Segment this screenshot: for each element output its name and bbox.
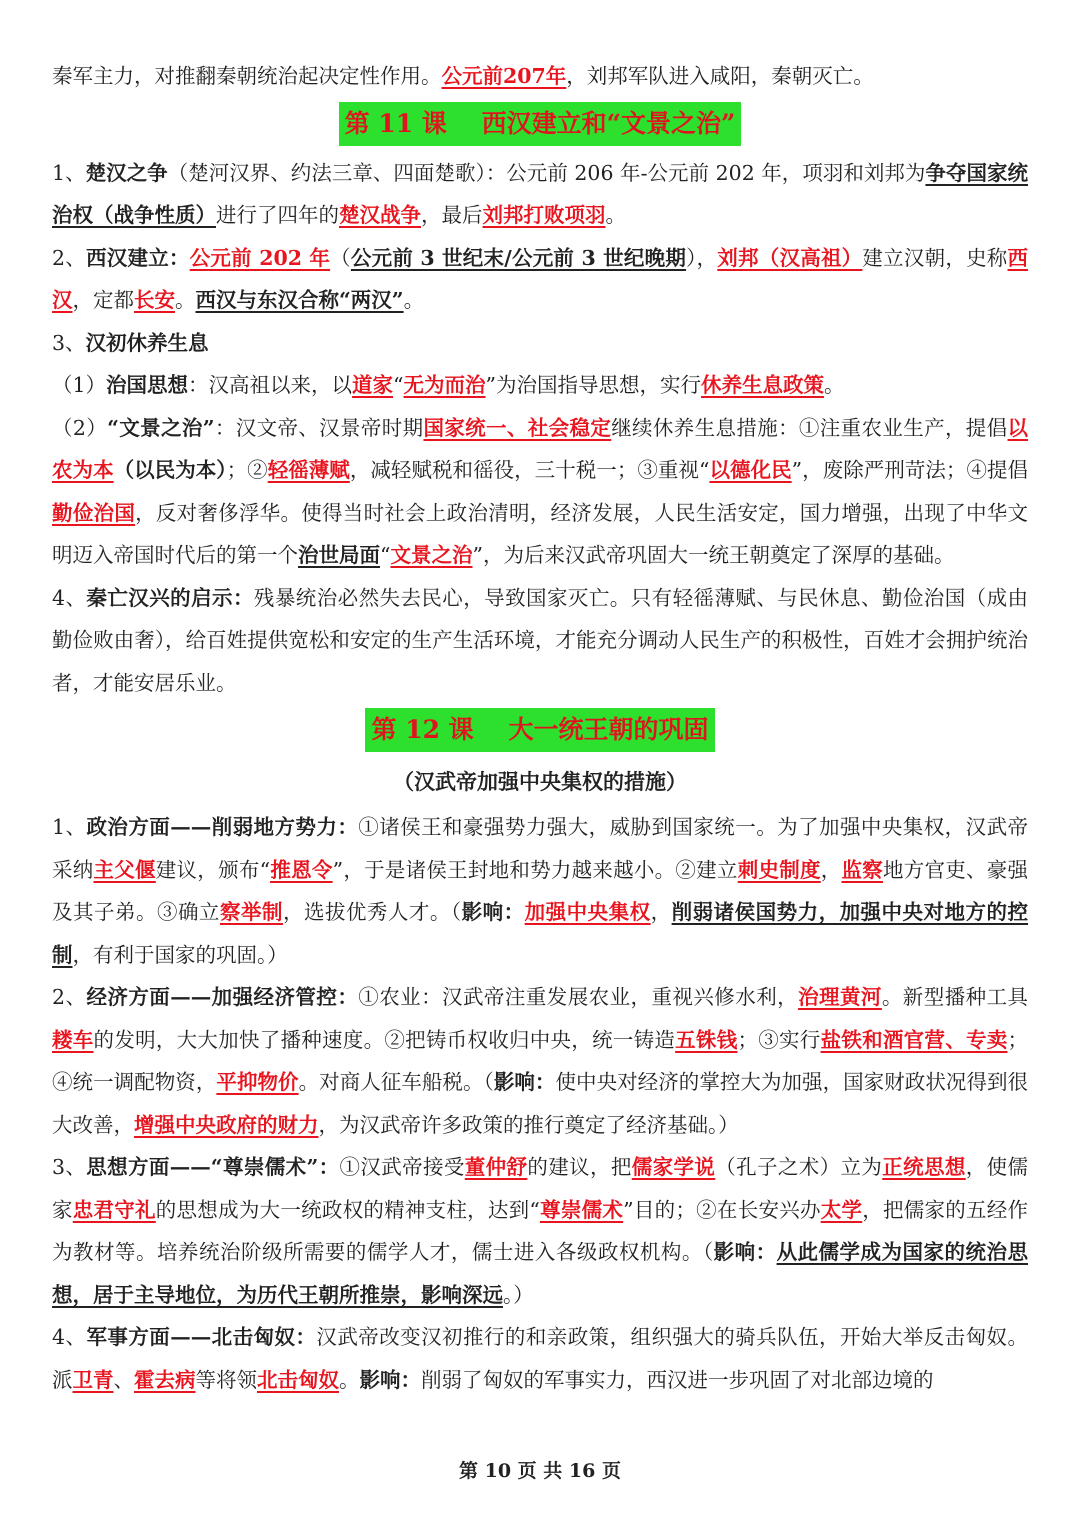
emphasis-text: 争夺国家统治权（战争性质）	[52, 160, 1029, 227]
text-run: 1、	[52, 160, 86, 185]
text-run: ，减轻赋税和徭役，三十税一；③重视“	[349, 458, 710, 482]
text-run: 削弱了匈奴的军事实力，西汉进一步巩固了对北部边境的	[421, 1367, 934, 1392]
text-run: 。）	[503, 1282, 534, 1307]
text-run: ，为汉武帝许多政策的推行奠定了经济基础。）	[318, 1112, 739, 1137]
text-run: 。	[403, 288, 425, 312]
key-term: 长安	[134, 288, 175, 312]
key-term: 公元前207年	[441, 64, 567, 88]
text-run: ，	[820, 857, 842, 882]
text-run: 使中央对经济的掌控大为加强，国家财政状况得到很大改善，	[52, 1070, 1029, 1137]
text-run: ，定都	[72, 288, 134, 312]
text-run: “	[393, 373, 404, 397]
key-term: 卫青	[72, 1367, 114, 1392]
key-term: 霍去病	[134, 1367, 196, 1392]
text-paragraph	[52, 806, 1028, 976]
emphasis-text: 汉初休养生息	[85, 330, 209, 355]
text-paragraph	[52, 577, 1028, 705]
text-run: 3、	[52, 1155, 87, 1179]
text-run: ；②	[226, 458, 268, 482]
text-run: ；③实行	[737, 1027, 821, 1052]
text-run: ①汉武帝接受	[339, 1155, 465, 1179]
emphasis-text: 影响：	[461, 900, 525, 924]
text-run: ”，为后来汉武帝巩固大一统王朝奠定了深厚的基础。	[472, 543, 955, 567]
key-term: 无为而治	[403, 373, 486, 397]
key-term: 监察	[841, 857, 884, 882]
text-run: （	[330, 245, 351, 270]
emphasis-text: 军事方面——北击匈奴：	[86, 1325, 317, 1349]
key-term: 刘邦（汉高祖）	[717, 245, 863, 270]
text-run: 地方官吏、豪强及其子弟。③确立	[52, 857, 1029, 924]
text-run: 。新型播种工具	[881, 985, 1029, 1009]
text-run: （孔子之术）立为	[715, 1155, 883, 1179]
text-run: 、	[113, 1367, 134, 1392]
text-paragraph	[52, 237, 1028, 322]
text-run: 建立汉朝，史称	[862, 245, 1008, 270]
text-run: 1、	[52, 815, 87, 839]
key-term: 五铢钱	[675, 1027, 738, 1052]
text-run: 2、	[52, 985, 87, 1009]
text-run: ；④统一调配物资，	[52, 1027, 1029, 1094]
text-run: ，	[650, 900, 672, 924]
emphasis-text: 治世局面	[298, 543, 380, 567]
text-run: ”，废除严刑苛法；④提倡	[791, 458, 1029, 482]
emphasis-text: （以民为本）	[113, 458, 227, 482]
text-run: 3、	[52, 330, 86, 355]
key-term: 楚汉战争	[339, 203, 421, 227]
text-run: 等将领	[195, 1367, 257, 1392]
lesson-heading: 第 11 课 西汉建立和“文景之治”	[339, 102, 742, 146]
key-term: 西汉	[52, 245, 1029, 312]
lesson-heading-wrap	[52, 102, 1028, 146]
key-term: 正统思想	[882, 1155, 966, 1179]
text-run: ”为治国指导思想，实行	[485, 373, 702, 397]
text-run: ”目的；②在长安兴办	[623, 1197, 821, 1222]
text-run: 的发明，大大加快了播种速度。②把铸币权收归中央，统一铸造	[93, 1027, 676, 1052]
text-run: ：汉高祖以来，以	[188, 373, 353, 397]
document-content	[52, 55, 1028, 1401]
emphasis-text: 思想方面——“尊崇儒术”：	[86, 1155, 340, 1179]
key-term: 以德化民	[709, 458, 792, 482]
text-run: ：汉文帝、汉景帝时期	[214, 415, 424, 440]
key-term: 主父偃	[93, 857, 156, 882]
emphasis-text: 楚汉之争	[85, 160, 168, 185]
key-term: 文景之治	[390, 543, 473, 567]
text-run: 。	[339, 1367, 360, 1392]
text-run: 秦军主力，对推翻秦朝统治起决定性作用。	[52, 64, 442, 88]
key-term: 刘邦打败项羽	[482, 203, 606, 227]
text-run: 建议，颁布“	[155, 857, 271, 882]
text-run: 的建议，把	[527, 1155, 632, 1179]
key-term: 儒家学说	[631, 1155, 716, 1179]
page-footer: 第 10 页 共 16 页	[459, 1460, 621, 1482]
key-term: 增强中央政府的财力	[134, 1112, 319, 1137]
text-run: ，刘邦军队进入咸阳，秦朝灭亡。	[566, 64, 874, 88]
text-run: ，把儒家的五经作为教材等。培养统治阶级所需要的儒学人才，儒士进入各级政权机构。（	[52, 1197, 1029, 1264]
emphasis-text: 西汉与东汉合称“两汉”	[195, 288, 404, 312]
emphasis-text: 影响：	[713, 1240, 777, 1264]
key-term: 北击匈奴	[257, 1367, 339, 1392]
emphasis-text: 政治方面——削弱地方势力：	[86, 815, 359, 839]
text-run: ，有利于国家的巩固。）	[72, 942, 288, 967]
text-paragraph	[52, 364, 1028, 407]
text-paragraph	[52, 407, 1028, 577]
text-paragraph	[52, 1316, 1028, 1401]
text-paragraph	[52, 1146, 1028, 1316]
key-term: 加强中央集权	[524, 900, 651, 924]
emphasis-text: 秦亡汉兴的启示：	[86, 585, 254, 610]
key-term: 耧车	[52, 1027, 94, 1052]
text-run: ①诸侯王和豪强势力强大，威胁到国家统一。为了加强中央集权，汉武帝采纳	[52, 815, 1029, 882]
text-run: 的思想成为大一统政权的精神支柱，达到“	[155, 1197, 540, 1222]
text-paragraph	[52, 152, 1028, 237]
key-term: 盐铁和酒官营、专卖	[820, 1027, 1008, 1052]
emphasis-text: 公元前 3 世纪末/公元前 3 世纪晚期	[350, 245, 687, 270]
text-paragraph	[52, 322, 1028, 365]
text-run: “	[380, 543, 391, 567]
text-run: 残暴统治必然失去民心，导致国家灭亡。只有轻徭薄赋、与民休息、勤俭治国（成由勤俭败由奢），给百姓提供宽松和安定的生产生活环境，才能充分调动人民生产的积极性，百姓才会拥护统治者，才能安居乐业。	[52, 585, 1029, 695]
key-term: 轻徭薄赋	[267, 458, 350, 482]
key-term: 以农为本	[52, 415, 1029, 482]
text-run: 4、	[52, 1325, 87, 1349]
text-run: 。	[175, 288, 196, 312]
key-term: 道家	[352, 373, 394, 397]
text-run: 进行了四年的	[216, 203, 339, 227]
key-term: 勤俭治国	[52, 500, 136, 525]
lesson-heading: 第 12 课 大一统王朝的巩固	[365, 708, 714, 752]
key-term: 刺史制度	[737, 857, 821, 882]
emphasis-text: 削弱诸侯国势力，加强中央对地方的控制	[52, 900, 1029, 967]
text-run: ，最后	[421, 203, 483, 227]
emphasis-text: 影响：	[493, 1070, 556, 1094]
emphasis-text: 西汉建立：	[86, 245, 190, 270]
key-term: 平抑物价	[216, 1070, 299, 1094]
section-subheading: （汉武帝加强中央集权的措施）	[393, 769, 687, 794]
text-run: ，选拔优秀人才。（	[282, 900, 462, 924]
text-run: ，反对奢侈浮华。使得当时社会上政治清明，经济发展，人民生活安定，国力增强，出现了中华文明迈入帝国时代后的第一个	[52, 500, 1029, 567]
key-term: 忠君守礼	[72, 1197, 156, 1222]
text-run: ，使儒家	[52, 1155, 1029, 1222]
text-run: ”，于是诸侯王封地和势力越来越小。②建立	[332, 857, 738, 882]
text-run: 。对商人征车船税。（	[298, 1070, 494, 1094]
text-run: （1）	[52, 373, 107, 397]
text-run: 4、	[52, 585, 87, 610]
text-run: 汉武帝改变汉初推行的和亲政策，组织强大的骑兵队伍，开始大举反击匈奴。派	[52, 1325, 1029, 1392]
text-paragraph	[52, 976, 1028, 1146]
key-term: 推恩令	[270, 857, 333, 882]
emphasis-text: “文景之治”	[107, 415, 215, 440]
key-term: 国家统一、社会稳定	[423, 415, 612, 440]
text-run: 。	[605, 203, 626, 227]
key-term: 尊崇儒术	[539, 1197, 624, 1222]
emphasis-text: 从此儒学成为国家的统治思想，居于主导地位，为历代王朝所推崇，影响深远	[52, 1240, 1029, 1307]
emphasis-text: 影响：	[359, 1367, 421, 1392]
text-run: （楚河汉界、约法三章、四面楚歌）：公元前 206 年-公元前 202 年，项羽和刘邦为	[167, 160, 926, 185]
text-run: 2、	[52, 245, 87, 270]
text-run: 。	[824, 373, 845, 397]
text-run: 继续休养生息措施：①注重农业生产，提倡	[611, 415, 1008, 440]
text-paragraph	[52, 55, 1028, 98]
key-term: 公元前 202 年	[189, 245, 331, 270]
emphasis-text: 经济方面——加强经济管控：	[86, 985, 359, 1009]
text-run: ①农业：汉武帝注重发展农业，重视兴修水利，	[358, 985, 799, 1009]
key-term: 董仲舒	[464, 1155, 528, 1179]
text-run: （2）	[52, 415, 108, 440]
emphasis-text: 治国思想	[106, 373, 189, 397]
key-term: 太学	[820, 1197, 863, 1222]
key-term: 休养生息政策	[701, 373, 825, 397]
key-term: 察举制	[219, 900, 283, 924]
key-term: 治理黄河	[798, 985, 882, 1009]
lesson-heading-wrap	[52, 708, 1028, 752]
text-run: ），	[686, 245, 718, 270]
